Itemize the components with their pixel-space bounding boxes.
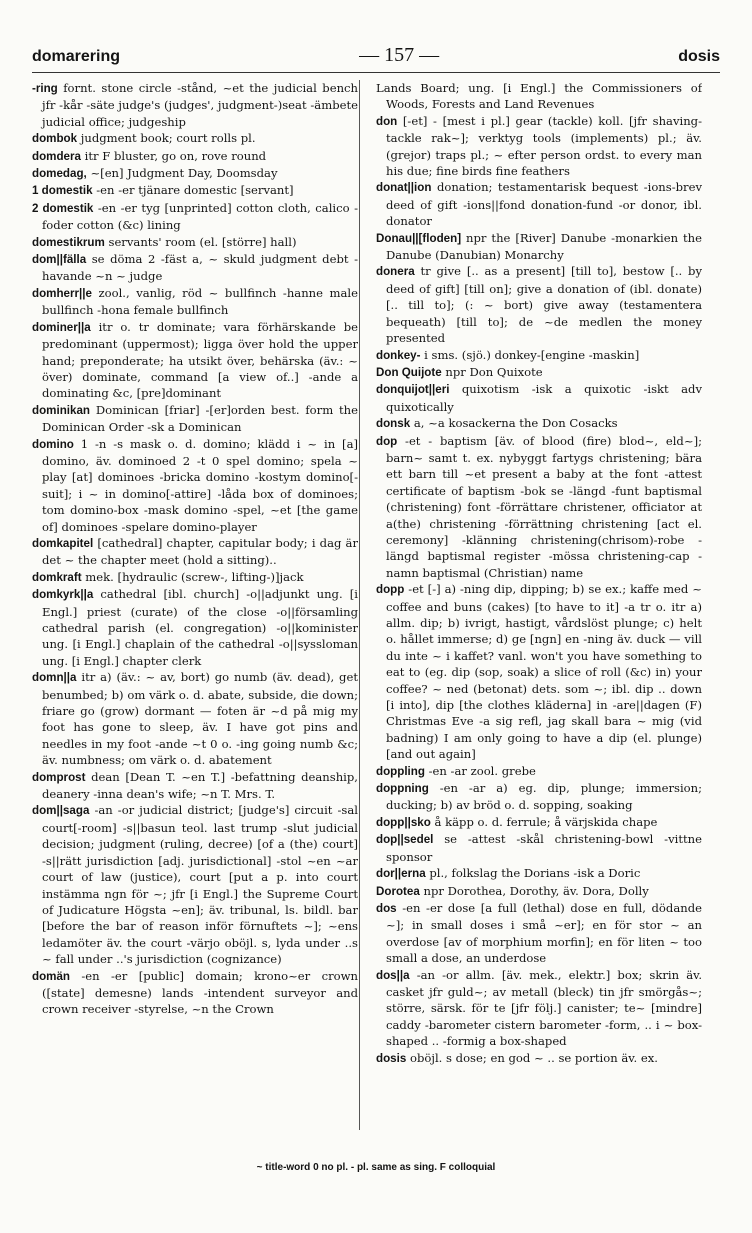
dictionary-entry: [376, 865, 702, 882]
dictionary-entry: [32, 535, 358, 569]
entry-definition: se -attest -skål christening-bowl -vittne sponsor: [386, 832, 702, 864]
dictionary-entry: [376, 263, 702, 346]
dictionary-entry: [32, 586, 358, 669]
entry-headword: doppning: [376, 782, 429, 796]
entry-definition: -et - baptism [äv. of blood (fire) blod~, eld~]; barn~ samt t. ex. nybyggt fartygs christening; bära ett barn till ~et present a baby at the font -attest certificate of baptism -bok se -längd -funt baptismal (christening) font -förrättare christener, officiator at a(the) christening -förrättning christening [act el. ceremony] -klänning christening(chrisom)-robe -längd baptismal register -mössa christening-cap -namn baptismal (Christian) name: [386, 433, 702, 580]
entry-headword: dombok: [32, 132, 78, 146]
entry-headword: domn||a: [32, 671, 77, 685]
dictionary-entry: [376, 433, 702, 582]
header-first-word: domarering: [32, 48, 121, 65]
dictionary-entry: [32, 80, 358, 130]
right-column: [376, 80, 702, 1150]
dictionary-entry: [32, 148, 358, 165]
entry-definition: zool., vanlig, röd ~ bullfinch -hanne male bullfinch -hona female bullfinch: [42, 285, 358, 318]
dictionary-entry: [376, 113, 702, 180]
page-footer-legend: ~ title-word 0 no pl. - pl. same as sing. F colloquial: [256, 1162, 496, 1173]
entry-headword: domkyrk||a: [32, 588, 94, 602]
entry-headword: dominikan: [32, 403, 90, 417]
dictionary-entry: [376, 80, 702, 113]
dictionary-entry: [32, 234, 358, 251]
entry-definition: quixotism -isk a quixotic -iskt adv quixotically: [386, 382, 702, 414]
entry-headword: dopp||sko: [376, 815, 431, 829]
entry-definition: -en -er dose [a full (lethal) dose en full, dödande ~]; in small doses i små ~er]; en för stor ~ an overdose [av of morphium morfin]; en för liten ~ too small a dose, an underdose: [386, 900, 702, 966]
dictionary-entry: [32, 968, 358, 1018]
entry-definition: mek. [hydraulic (screw-, lifting-)]jack: [85, 569, 304, 584]
dictionary-entry: [376, 967, 702, 1050]
entry-definition: -en -er tyg [unprinted] cotton cloth, calico -foder cotton (&c) lining: [42, 200, 358, 233]
entry-definition: npr the [River] Danube -monarkien the Danube (Danubian) Monarchy: [386, 230, 702, 263]
entry-definition: itr F bluster, go on, rove round: [84, 148, 267, 163]
header-last-word: dosis: [678, 48, 720, 65]
dictionary-entry: [376, 179, 702, 229]
entry-definition: -an -or allm. [äv. mek., elektr.] box; skrin äv. casket jfr guld~; av metall (bleck) tin jfr smörgås~; större, särsk. för te [jfr följ.] canister; te~ [mindre] caddy -barometer cistern barometer -form, .. i ~ box-shaped .. -formig a box-shaped: [386, 967, 702, 1049]
entry-definition: donation; testamentarisk bequest -ions-brev deed of gift -ions||fond donation-fund -or donor, ibl. donator: [386, 180, 702, 229]
dictionary-entry: [376, 763, 702, 780]
entry-definition: -an -or judicial district; [judge's] circuit -sal court[-room] -s||basun teol. last trump -slut judicial decision; judgment (ruling, decree) [of a (the) court] -s||rätt jurisdiction [adj. jurisdictional] -stol ~en ~ar court of law (justice), court [put a p. into court instämma ngn för ~; jfr [i Engl.] the Supreme Court of Judicature Högsta ~en]; äv. tribunal, ls. bildl. bar [before the bar of reason inför förnuftets ~]; ~ens ledamöter äv. the court -värjo oböjl. s, lyda under ..s ~ fall under ..'s jurisdiction (cognizance): [42, 803, 358, 967]
entry-definition: judgment book; court rolls pl.: [80, 131, 256, 146]
entry-headword: domherr||e: [32, 286, 92, 300]
entry-headword: 1 domestik: [32, 184, 93, 198]
entry-headword: domprost: [32, 770, 86, 784]
entry-headword: dominer||a: [32, 320, 91, 334]
entry-definition: Dominican [friar] -[er]orden best. form the Dominican Order -sk a Dominican: [42, 402, 358, 435]
entry-definition: -en -er [public] domain; krono~er crown ([state] demesne) lands -intendent surveyor and crown receiver -styrelse, ~n the Crown: [42, 968, 358, 1017]
entry-headword: Dorotea: [376, 884, 420, 898]
entry-headword: doppling: [376, 764, 425, 778]
dictionary-entry: [376, 883, 702, 900]
entry-headword: domedag,: [32, 167, 87, 181]
dictionary-entry: [376, 814, 702, 831]
dictionary-entry: [32, 182, 358, 199]
dictionary-entry: [32, 319, 358, 402]
entry-definition: itr a) (äv.: ~ av, bort) go numb (äv. dead), get benumbed; b) om värk o. d. abate, subside, die down; friare go (grow) dormant — foten är ~d på mig my foot has gone to sleep, äv. I have got pins and needles in my foot -ande ~t 0 o. -ing going numb &c; äv. numbness; om värk o. d. abatement: [42, 670, 358, 768]
entry-headword: -ring: [32, 82, 58, 95]
entry-headword: dos||a: [376, 968, 410, 982]
entry-definition: -et [-] a) -ning dip, dipping; b) se ex.; kaffe med ~ coffee and buns (cakes) [to have to it] -a tr o. itr a) allm. dip; b) ivrigt, hastigt, vårdslöst plunge; c) helt o. hållet immerse; d) ge [ngn] en -ning äv. duck — vill du inte ~ i kaffet? vanl. won't you have something to eat to (eg. dip (sop, soak) a slice of roll (&c) in) your coffee? ~ ned (betonat) dets. som ~; ibl. dip .. down [i into], dip [the clothes kläderna] in -are||dagen (F) Christmas Eve -a sig refl, jag skall bara ~ mig (vid badning) I am only going to have a dip (el. plunge) [and out again]: [386, 582, 702, 762]
entry-definition: -en -ar a) eg. dip, plunge; immersion; ducking; b) av bröd o. d. sopping, soaking: [386, 781, 702, 813]
entry-headword: dom||fälla: [32, 253, 87, 267]
entry-headword: domkapitel: [32, 536, 94, 550]
entry-headword: dosis: [376, 1051, 407, 1065]
entry-definition: pl., folkslag the Dorians -isk a Doric: [429, 866, 641, 881]
page-header: [32, 44, 720, 70]
entry-headword: domkraft: [32, 570, 82, 584]
dictionary-entry: [32, 569, 358, 586]
dictionary-entry: [32, 802, 358, 967]
entry-headword: domän: [32, 969, 71, 983]
dictionary-entry: [32, 251, 358, 285]
dictionary-entry: [376, 415, 702, 432]
entry-definition: npr Don Quixote: [445, 364, 543, 379]
entry-headword: donquijot||eri: [376, 383, 450, 397]
entry-definition: servants' room (el. [större] hall): [108, 234, 297, 249]
column-divider: [359, 80, 360, 1130]
entry-definition: -en -ar zool. grebe: [428, 763, 536, 778]
entry-definition: se döma 2 -fäst a, ~ skuld judgment debt -havande ~n ~ judge: [42, 252, 358, 284]
entry-definition: i sms. (sjö.) donkey-[engine -maskin]: [424, 347, 640, 362]
dictionary-entry: [32, 436, 358, 535]
dictionary-entry: [376, 581, 702, 762]
dictionary-entry: [376, 1050, 702, 1067]
dictionary-entry: [376, 900, 702, 967]
left-column: [32, 80, 358, 1150]
entry-definition: oböjl. s dose; en god ~ .. se portion äv. ex.: [409, 1050, 658, 1065]
entry-definition: fornt. stone circle -stånd, ~et the judicial bench jfr -kår -säte judge's (judges', judgment-)seat -ämbete judicial office; judgeship: [42, 81, 358, 129]
entry-headword: domino: [32, 437, 74, 451]
dictionary-entry: [32, 200, 358, 234]
dictionary-entry: [376, 780, 702, 814]
entry-headword: 2 domestik: [32, 201, 94, 215]
entry-headword: donkey-: [376, 348, 421, 362]
entry-headword: donera: [376, 265, 415, 279]
entry-headword: dos: [376, 901, 397, 915]
entry-definition: dean [Dean T. ~en T.] -befattning deanship, deanery -inna dean's wife; ~n T. Mrs. T.: [42, 769, 358, 802]
entry-definition: ~[en] Judgment Day, Doomsday: [90, 166, 278, 181]
entry-headword: donat||ion: [376, 181, 432, 195]
dictionary-entry: [376, 381, 702, 415]
entry-headword: dop: [376, 434, 398, 448]
page-number: — 157 —: [359, 44, 440, 66]
entry-definition: cathedral [ibl. church] -o||adjunkt ung. [i Engl.] priest (curate) of the close -o||församling cathedral parish (el. congregation) -o||kominister ung. [i Engl.] chaplain of the cathedral -o||syssloman ung. [i Engl.] chapter clerk: [42, 587, 358, 668]
entry-headword: donsk: [376, 417, 411, 431]
entry-definition: [-et] - [mest i pl.] gear (tackle) koll. [jfr shaving-tackle rak~]; verktyg tools (implements) pl.; äv. (grejor) traps pl.; ~ efter person ordst. to every man his due; fine birds fine feathers: [386, 113, 702, 179]
entry-definition: Lands Board; ung. [i Engl.] the Commissioners of Woods, Forests and Land Revenues: [376, 81, 702, 112]
entry-headword: dom||saga: [32, 804, 90, 818]
entry-headword: dop||sedel: [376, 833, 434, 847]
dictionary-entry: [376, 831, 702, 865]
entry-definition: npr Dorothea, Dorothy, äv. Dora, Dolly: [423, 883, 649, 898]
entry-definition: å käpp o. d. ferrule; å värjskida chape: [434, 814, 658, 829]
header-rule: [32, 72, 720, 73]
dictionary-entry: [32, 165, 358, 182]
entry-definition: tr give [.. as a present] [till to], bestow [.. by deed of gift] [till on]; give a donation of (ibl. donate) [.. till to]; (: ~ bort) give away (testamentera bequeath) [till to]; de ~de medlen the money presented: [386, 264, 702, 346]
dictionary-entry: [32, 285, 358, 319]
entry-headword: Donau||[floden]: [376, 231, 462, 245]
entry-definition: [cathedral] chapter, capitular body; i dag är det ~ the chapter meet (hold a sitting)..: [42, 535, 358, 568]
entry-definition: itr o. tr dominate; vara förhärskande be predominant (uppermost); ligga över hold the upper hand; preponderate; ha utsikt över, behärska (äv.: ~ över) dominate, command [a view of..] -ande a dominating &c, [pre]dominant: [42, 319, 358, 401]
dictionary-entry: [32, 130, 358, 147]
entry-definition: a, ~a kosackerna the Don Cosacks: [413, 416, 618, 431]
entry-headword: domestikrum: [32, 235, 105, 249]
dictionary-entry: [376, 347, 702, 364]
entry-definition: 1 -n -s mask o. d. domino; klädd i ~ in [a] domino, äv. dominoed 2 -t 0 spel domino; spela ~ play [at] dominoes -bricka domino -kostym domino[-suit]; i ~ in domino[-attire] -låda box of dominoes; tom domino-box -mask domino -spel, ~et [the game of] dominoes -spelare domino-player: [42, 436, 358, 534]
dictionary-entry: [376, 364, 702, 381]
entry-headword: dor||erna: [376, 867, 426, 881]
entry-headword: Don Quijote: [376, 365, 442, 379]
dictionary-entry: [32, 402, 358, 436]
dictionary-entry: [32, 769, 358, 803]
entry-headword: dopp: [376, 583, 405, 597]
dictionary-entry: [32, 669, 358, 768]
entry-definition: -en -er tjänare domestic [servant]: [96, 183, 294, 198]
entry-headword: don: [376, 114, 398, 128]
dictionary-entry: [376, 230, 702, 264]
entry-headword: domdera: [32, 149, 81, 163]
